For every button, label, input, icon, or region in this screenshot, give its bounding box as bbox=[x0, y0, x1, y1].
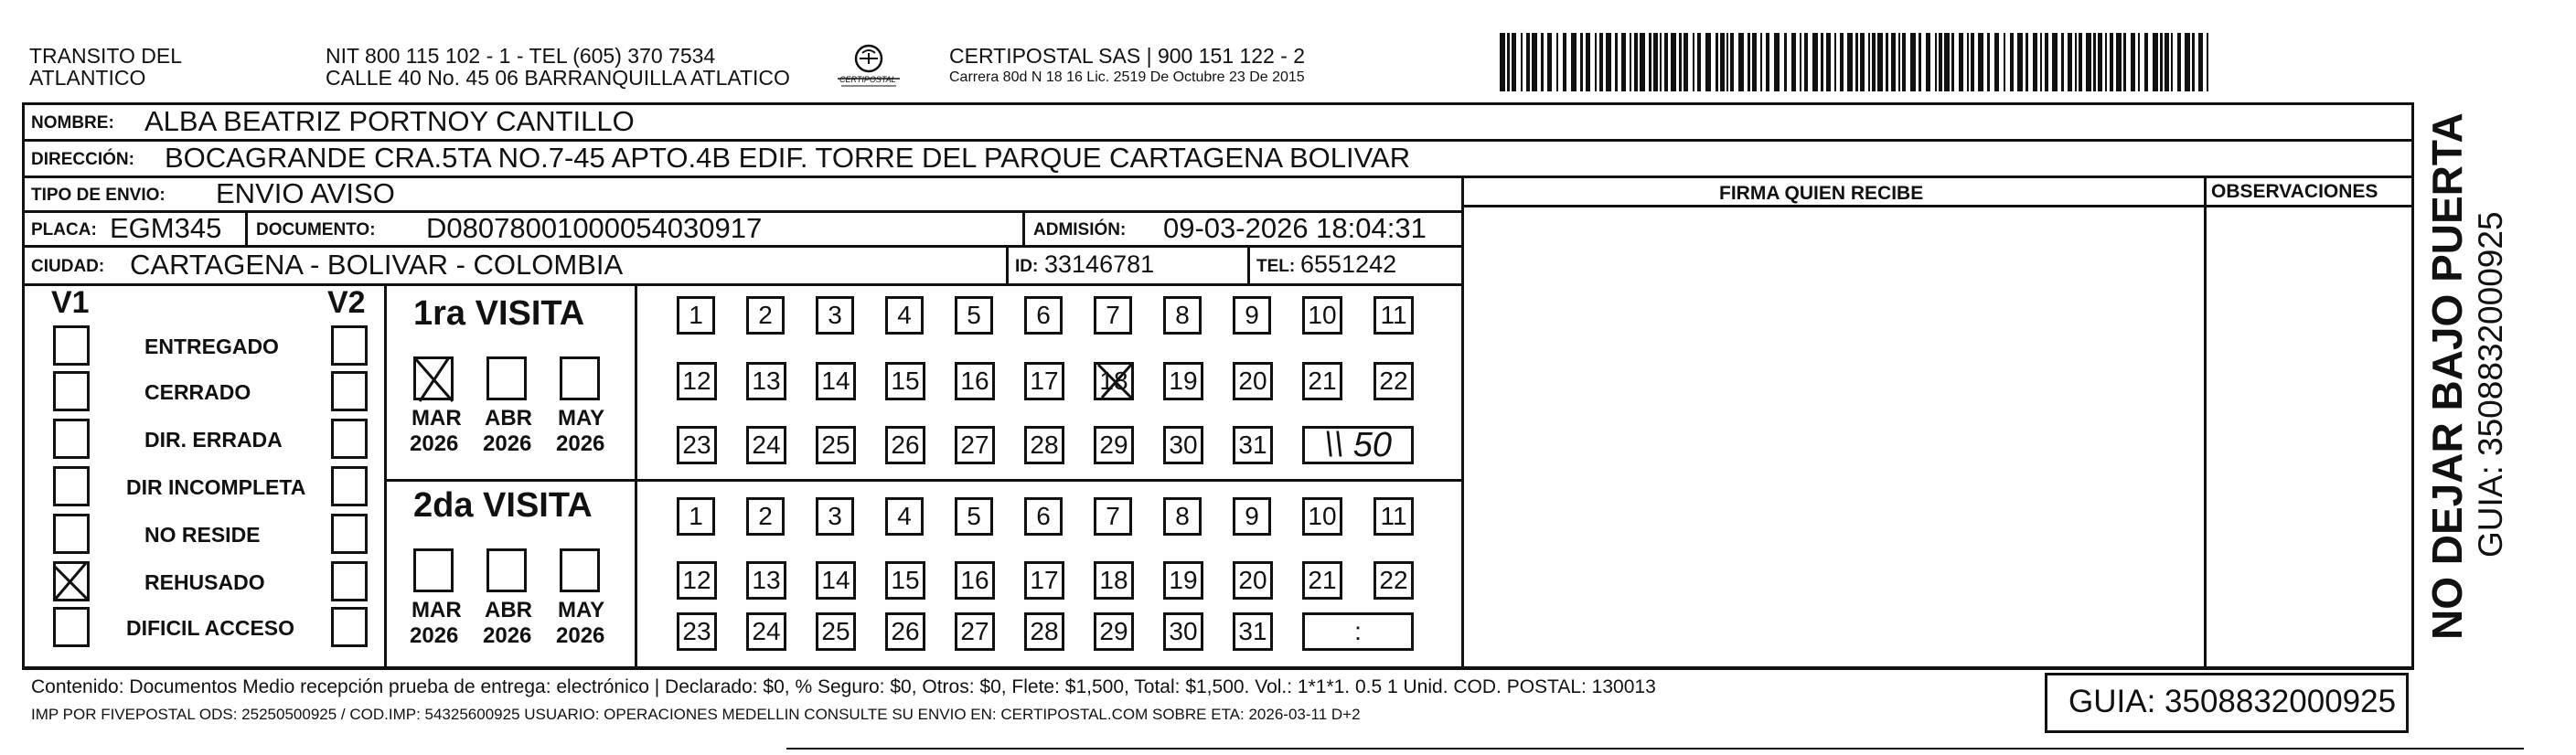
day-box[interactable] bbox=[1302, 497, 1342, 536]
day-number: 26 bbox=[891, 431, 920, 459]
barcode bbox=[1500, 33, 2208, 91]
day-box[interactable] bbox=[1094, 426, 1134, 464]
footer-contenido: Contenido: Documentos Medio recepción prueba de entrega: electrónico | Declarado: $0, % Seguro: $0, Otros: $0, Flete: $1,500, Total: $1,500. Vol.: 1*1*1. 0.5 1 Unid. COD. POSTAL: 130013 bbox=[31, 676, 1656, 697]
v2-checkbox[interactable] bbox=[331, 514, 368, 554]
day-number: 20 bbox=[1238, 367, 1267, 395]
month-label: MAY bbox=[558, 598, 605, 622]
day-number: 11 bbox=[1380, 301, 1407, 329]
year-label: 2026 bbox=[556, 623, 605, 648]
day-box[interactable] bbox=[1163, 296, 1202, 335]
day-box[interactable] bbox=[1374, 497, 1414, 536]
day-box[interactable] bbox=[1094, 296, 1132, 335]
check-mark-icon bbox=[411, 354, 460, 405]
day-box[interactable] bbox=[1094, 612, 1134, 651]
day-box[interactable] bbox=[746, 561, 786, 600]
day-number: 12 bbox=[682, 566, 711, 594]
day-number: 25 bbox=[821, 431, 850, 459]
day-number: 17 bbox=[1030, 566, 1059, 594]
month-label: MAY bbox=[558, 406, 605, 431]
status-item-label: DIR. ERRADA bbox=[144, 428, 283, 452]
footer-divider bbox=[22, 667, 2414, 670]
admision-value: 09-03-2026 18:04:31 bbox=[1163, 212, 1427, 244]
id-value: 33146781 bbox=[1044, 250, 1155, 278]
day-number: 22 bbox=[1379, 367, 1408, 395]
nombre-value: ALBA BEATRIZ PORTNOY CANTILLO bbox=[144, 105, 635, 137]
v1-checkbox[interactable] bbox=[53, 325, 90, 366]
second-visit-title: 2da VISITA bbox=[413, 486, 593, 525]
day-number: 27 bbox=[960, 617, 989, 645]
day-number: 8 bbox=[1175, 502, 1190, 530]
v1-checkbox[interactable] bbox=[53, 607, 90, 647]
day-number: 16 bbox=[960, 566, 989, 594]
day-box[interactable] bbox=[816, 426, 856, 464]
day-number: 29 bbox=[1099, 617, 1128, 645]
year-label: 2026 bbox=[410, 623, 459, 648]
placa-label: PLACA: bbox=[31, 220, 97, 239]
v2-checkbox[interactable] bbox=[331, 466, 368, 506]
day-box[interactable] bbox=[955, 296, 993, 335]
firma-label: FIRMA QUIEN RECIBE bbox=[1719, 183, 1924, 204]
day-number: 8 bbox=[1175, 301, 1190, 329]
company-name-line1: TRANSITO DEL bbox=[29, 44, 182, 68]
status-item-label: DIR INCOMPLETA bbox=[126, 475, 306, 499]
day-box[interactable] bbox=[1233, 426, 1273, 464]
tel-label: TEL: bbox=[1256, 257, 1296, 276]
day-number: 22 bbox=[1379, 566, 1408, 594]
day-box[interactable] bbox=[816, 497, 854, 536]
v1-label: V1 bbox=[51, 285, 90, 320]
month-checkbox[interactable] bbox=[486, 548, 527, 592]
day-box[interactable] bbox=[1024, 362, 1064, 400]
logo-text: CERTIPOSTAL bbox=[839, 75, 896, 84]
day-number: 20 bbox=[1238, 566, 1267, 594]
v1-checkbox[interactable] bbox=[53, 561, 90, 601]
bottom-rule bbox=[786, 748, 2524, 750]
v2-checkbox[interactable] bbox=[331, 419, 368, 459]
day-box[interactable] bbox=[746, 362, 786, 400]
day-box[interactable] bbox=[1374, 362, 1414, 400]
month-checkbox[interactable] bbox=[560, 548, 600, 592]
day-number: 23 bbox=[682, 431, 711, 459]
side-guia: GUIA: 3508832000925 bbox=[2472, 211, 2509, 558]
status-item-label: DIFICIL ACCESO bbox=[126, 616, 295, 640]
first-visit-title: 1ra VISITA bbox=[413, 294, 585, 333]
year-label: 2026 bbox=[556, 431, 605, 456]
day-number: 30 bbox=[1169, 431, 1198, 459]
month-label: ABR bbox=[485, 406, 532, 431]
side-text bbox=[2423, 112, 2524, 640]
day-number: 15 bbox=[891, 367, 920, 395]
months-divider bbox=[635, 283, 637, 667]
observaciones-divider bbox=[2204, 175, 2207, 667]
day-number: 4 bbox=[897, 502, 912, 530]
year-label: 2026 bbox=[410, 431, 459, 456]
certipostal-logo bbox=[832, 40, 905, 91]
day-box[interactable] bbox=[1163, 362, 1203, 400]
observaciones-area[interactable] bbox=[2207, 208, 2412, 665]
day-box[interactable] bbox=[955, 561, 995, 600]
documento-label: DOCUMENTO: bbox=[256, 220, 376, 239]
day-number: 3 bbox=[828, 301, 842, 329]
day-number: 15 bbox=[891, 566, 920, 594]
day-number: 3 bbox=[828, 502, 842, 530]
day-box[interactable] bbox=[816, 561, 856, 600]
day-box[interactable] bbox=[1233, 612, 1273, 651]
day-number: 6 bbox=[1036, 301, 1051, 329]
day-box[interactable] bbox=[1302, 561, 1342, 600]
day-number: 17 bbox=[1030, 367, 1059, 395]
month-label: MAR bbox=[412, 406, 462, 431]
day-box[interactable] bbox=[746, 612, 786, 651]
placa-divider bbox=[245, 210, 248, 245]
visit-divider bbox=[384, 479, 1461, 482]
no-dejar-bajo-puerta: NO DEJAR BAJO PUERTA bbox=[2423, 112, 2471, 640]
day-number: 28 bbox=[1030, 617, 1059, 645]
status-divider bbox=[384, 283, 387, 667]
certipostal-line: CERTIPOSTAL SAS | 900 151 122 - 2 bbox=[949, 44, 1306, 68]
day-number: 11 bbox=[1380, 502, 1407, 530]
license-line: Carrera 80d N 18 16 Lic. 2519 De Octubre 23 De 2015 bbox=[949, 69, 1305, 85]
tipo-envio-value: ENVIO AVISO bbox=[216, 177, 395, 209]
day-box[interactable] bbox=[1374, 296, 1414, 335]
day-box[interactable] bbox=[1094, 497, 1132, 536]
day-number: 13 bbox=[752, 566, 781, 594]
status-item-label: REHUSADO bbox=[144, 570, 265, 594]
day-box[interactable] bbox=[746, 296, 785, 335]
day-number: 9 bbox=[1245, 301, 1259, 329]
day-box[interactable] bbox=[1094, 561, 1134, 600]
firma-area[interactable] bbox=[1465, 208, 2202, 665]
day-box[interactable] bbox=[885, 612, 925, 651]
day-number: 30 bbox=[1169, 617, 1198, 645]
day-box[interactable] bbox=[816, 362, 856, 400]
v2-checkbox[interactable] bbox=[331, 561, 368, 601]
ciudad-label: CIUDAD: bbox=[31, 257, 105, 276]
day-number: 13 bbox=[752, 367, 781, 395]
status-item-label: ENTREGADO bbox=[144, 335, 279, 358]
day-number: 27 bbox=[960, 431, 989, 459]
day-box[interactable] bbox=[1094, 362, 1134, 400]
month-checkbox[interactable] bbox=[486, 356, 527, 400]
v1-checkbox[interactable] bbox=[53, 371, 90, 411]
id-divider bbox=[1006, 245, 1009, 283]
day-box[interactable] bbox=[677, 561, 717, 600]
day-number: 10 bbox=[1308, 502, 1337, 530]
day-box[interactable] bbox=[1024, 612, 1064, 651]
nit-line: NIT 800 115 102 - 1 - TEL (605) 370 7534 bbox=[326, 44, 716, 68]
time-value: : bbox=[1354, 617, 1362, 645]
day-box[interactable] bbox=[955, 426, 995, 464]
day-box[interactable] bbox=[1233, 296, 1271, 335]
company-name-line2: ATLANTICO bbox=[29, 66, 146, 90]
day-number: 2 bbox=[758, 502, 773, 530]
day-box[interactable] bbox=[1302, 296, 1342, 335]
day-box[interactable] bbox=[677, 296, 715, 335]
ciudad-value: CARTAGENA - BOLIVAR - COLOMBIA bbox=[130, 249, 624, 281]
day-number: 14 bbox=[821, 367, 850, 395]
check-mark-icon bbox=[1095, 361, 1135, 401]
day-number: 25 bbox=[821, 617, 850, 645]
admision-label: ADMISIÓN: bbox=[1033, 220, 1127, 239]
tipo-envio-label: TIPO DE ENVIO: bbox=[31, 186, 166, 205]
month-label: ABR bbox=[485, 598, 532, 622]
footer-imp: IMP POR FIVEPOSTAL ODS: 25250500925 / COD.IMP: 54325600925 USUARIO: OPERACIONES MEDELLIN CONSULTE SU ENVIO EN: CERTIPOSTAL.COM SOBRE ETA: 2026-03-11 D+2 bbox=[31, 706, 1361, 723]
time-value: \\ 50 bbox=[1324, 426, 1392, 464]
day-box[interactable] bbox=[1163, 426, 1203, 464]
day-number: 31 bbox=[1238, 617, 1267, 645]
day-number: 1 bbox=[689, 301, 703, 329]
documento-value: D08078001000054030917 bbox=[426, 212, 763, 244]
day-number: 19 bbox=[1169, 566, 1198, 594]
day-number: 14 bbox=[821, 566, 850, 594]
direccion-value: BOCAGRANDE CRA.5TA NO.7-45 APTO.4B EDIF. TORRE DEL PARQUE CARTAGENA BOLIVAR bbox=[165, 142, 1411, 174]
guia-box-value: GUIA: 3508832000925 bbox=[2068, 684, 2397, 719]
day-number: 24 bbox=[752, 431, 781, 459]
day-box[interactable] bbox=[885, 561, 925, 600]
day-box[interactable] bbox=[816, 296, 854, 335]
year-label: 2026 bbox=[483, 623, 532, 648]
day-box[interactable] bbox=[746, 426, 786, 464]
day-box[interactable] bbox=[1163, 497, 1202, 536]
day-box[interactable] bbox=[1233, 497, 1271, 536]
v2-checkbox[interactable] bbox=[331, 607, 368, 647]
day-box[interactable] bbox=[885, 497, 924, 536]
v1-checkbox[interactable] bbox=[53, 466, 90, 506]
day-number: 29 bbox=[1099, 431, 1128, 459]
barcode-icon bbox=[1500, 33, 2208, 91]
signature-header-divider bbox=[1461, 205, 2414, 207]
status-item-label: NO RESIDE bbox=[144, 523, 261, 547]
day-box[interactable] bbox=[885, 296, 924, 335]
day-box[interactable] bbox=[1302, 362, 1342, 400]
v1-checkbox[interactable] bbox=[53, 514, 90, 554]
day-box[interactable] bbox=[677, 497, 715, 536]
v2-label: V2 bbox=[327, 285, 366, 320]
time-box[interactable] bbox=[1302, 426, 1414, 464]
day-number: 18 bbox=[1099, 367, 1128, 395]
time-box[interactable] bbox=[1302, 612, 1414, 651]
day-number: 12 bbox=[682, 367, 711, 395]
day-number: 16 bbox=[960, 367, 989, 395]
day-number: 2 bbox=[758, 301, 773, 329]
day-number: 19 bbox=[1169, 367, 1198, 395]
tel-value: 6551242 bbox=[1300, 250, 1397, 278]
day-box[interactable] bbox=[677, 362, 717, 400]
day-number: 5 bbox=[967, 502, 981, 530]
day-box[interactable] bbox=[1163, 612, 1203, 651]
day-number: 18 bbox=[1099, 566, 1128, 594]
day-box[interactable] bbox=[1024, 296, 1063, 335]
day-box[interactable] bbox=[816, 612, 856, 651]
day-number: 24 bbox=[752, 617, 781, 645]
day-number: 4 bbox=[897, 301, 912, 329]
row-divider bbox=[22, 245, 1461, 248]
day-box[interactable] bbox=[1163, 561, 1203, 600]
v2-checkbox[interactable] bbox=[331, 371, 368, 411]
day-number: 23 bbox=[682, 617, 711, 645]
check-mark-icon bbox=[53, 561, 90, 601]
nombre-label: NOMBRE: bbox=[31, 113, 114, 133]
day-box[interactable] bbox=[1233, 362, 1273, 400]
day-box[interactable] bbox=[1233, 561, 1273, 600]
v1-checkbox[interactable] bbox=[53, 419, 90, 459]
address-line: CALLE 40 No. 45 06 BARRANQUILLA ATLATICO bbox=[326, 66, 790, 90]
day-number: 31 bbox=[1238, 431, 1267, 459]
day-number: 7 bbox=[1106, 502, 1120, 530]
month-label: MAR bbox=[412, 598, 462, 622]
day-box[interactable] bbox=[885, 426, 925, 464]
tel-divider bbox=[1247, 245, 1250, 283]
month-checkbox[interactable] bbox=[560, 356, 600, 400]
month-checkbox[interactable] bbox=[413, 356, 454, 400]
v2-checkbox[interactable] bbox=[331, 325, 368, 366]
day-box[interactable] bbox=[1024, 561, 1064, 600]
day-number: 1 bbox=[689, 502, 703, 530]
day-box[interactable] bbox=[746, 497, 785, 536]
observaciones-label: OBSERVACIONES bbox=[2211, 181, 2378, 202]
day-number: 21 bbox=[1308, 367, 1337, 395]
day-number: 7 bbox=[1106, 301, 1120, 329]
row-divider bbox=[22, 283, 1461, 286]
month-checkbox[interactable] bbox=[413, 548, 454, 592]
year-label: 2026 bbox=[483, 431, 532, 456]
signature-divider bbox=[1461, 175, 1464, 667]
direccion-label: DIRECCIÓN: bbox=[31, 150, 134, 169]
day-number: 21 bbox=[1308, 566, 1337, 594]
status-item-label: CERRADO bbox=[144, 380, 251, 404]
day-number: 5 bbox=[967, 301, 981, 329]
day-box[interactable] bbox=[677, 612, 717, 651]
day-number: 28 bbox=[1030, 431, 1059, 459]
day-box[interactable] bbox=[885, 362, 925, 400]
day-box[interactable] bbox=[677, 426, 717, 464]
placa-value: EGM345 bbox=[110, 212, 222, 244]
day-box[interactable] bbox=[955, 362, 995, 400]
day-box[interactable] bbox=[1024, 426, 1064, 464]
day-box[interactable] bbox=[955, 612, 995, 651]
day-number: 9 bbox=[1245, 502, 1259, 530]
day-number: 10 bbox=[1308, 301, 1337, 329]
day-box[interactable] bbox=[1024, 497, 1063, 536]
day-box[interactable] bbox=[955, 497, 993, 536]
admision-divider bbox=[1022, 210, 1025, 245]
day-number: 26 bbox=[891, 617, 920, 645]
id-label: ID: bbox=[1015, 257, 1039, 276]
day-number: 6 bbox=[1036, 502, 1051, 530]
day-box[interactable] bbox=[1374, 561, 1414, 600]
